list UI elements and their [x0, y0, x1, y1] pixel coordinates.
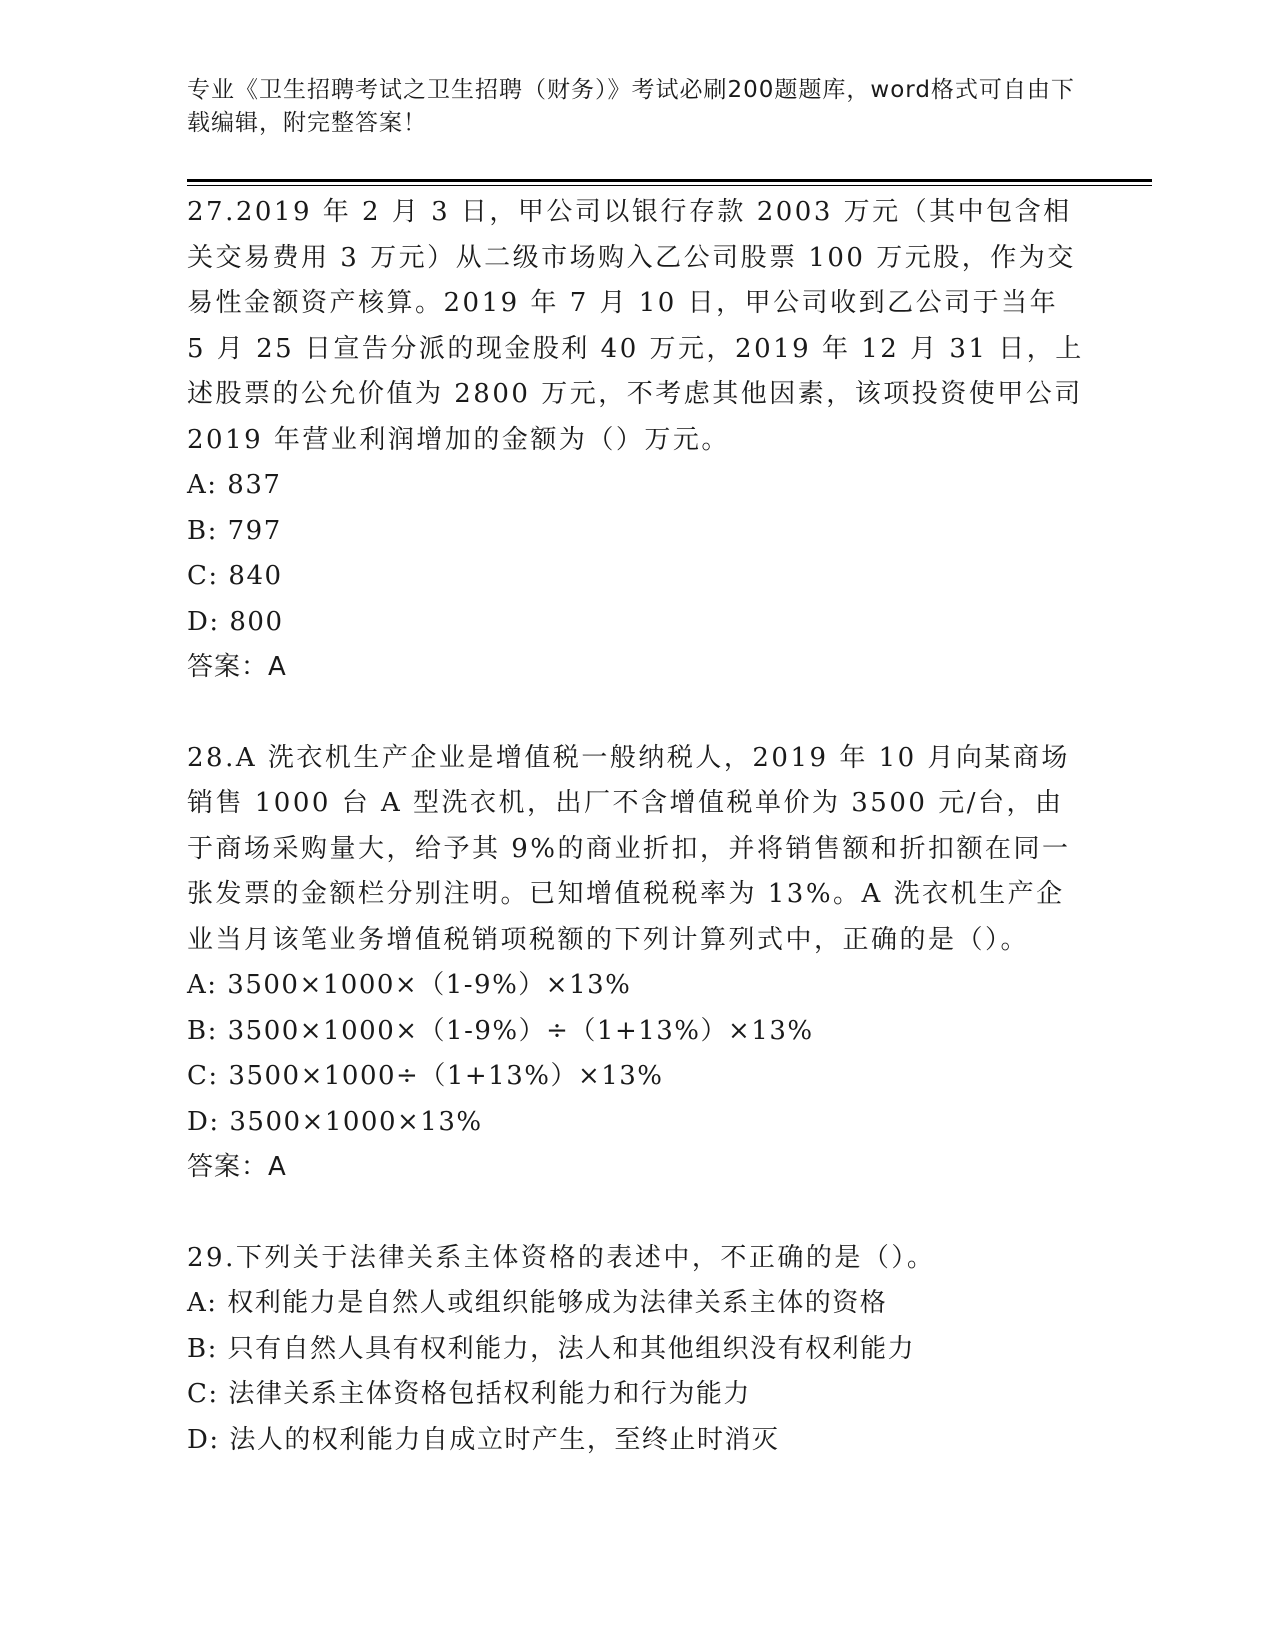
answer-line: 答案：A	[187, 1152, 287, 1182]
option-a: A: 837	[187, 470, 282, 500]
option-d: D: 法人的权利能力自成立时产生，至终止时消灭	[187, 1424, 780, 1455]
question-spacer	[187, 1191, 1087, 1236]
question-28	[187, 736, 1087, 1191]
question-29	[187, 1236, 1087, 1464]
question-stem: 29.下列关于法律关系主体资格的表述中，不正确的是（）。	[187, 1242, 936, 1273]
option-c: C: 3500×1000÷（1+13%）×13%	[187, 1061, 664, 1091]
question-27	[187, 190, 1087, 691]
option-c: C: 法律关系主体资格包括权利能力和行为能力	[187, 1379, 751, 1409]
option-a: A: 3500×1000×（1-9%）×13%	[187, 970, 632, 1000]
answer-line: 答案：A	[187, 652, 287, 682]
option-d: D: 3500×1000×13%	[187, 1106, 483, 1137]
question-list	[187, 190, 1087, 1463]
page-header: 专业《卫生招聘考试之卫生招聘（财务）》考试必刷200题题库，word格式可自由下载编辑，附完整答案！	[187, 77, 1075, 136]
option-b: B: 3500×1000×（1-9%）÷（1+13%）×13%	[187, 1015, 814, 1046]
question-stem: 28.A 洗衣机生产企业是增值税一般纳税人，2019 年 10 月向某商场销售 1000 台 A 型洗衣机，出厂不含增值税单价为 3500 元/台，由于商场采购量大，给予其 9%的商业折扣，并将销售额和折扣额在同一张发票的金额栏分别注明。已知增值税税率为 13%。A 洗衣机生产企业当月该笔业务增值税销项税额的下列计算列式中，正确的是（）。	[187, 742, 1071, 955]
option-b: B: 只有自然人具有权利能力，法人和其他组织没有权利能力	[187, 1333, 916, 1364]
option-c: C: 840	[187, 561, 283, 591]
option-d: D: 800	[187, 606, 284, 637]
option-a: A: 权利能力是自然人或组织能够成为法律关系主体的资格	[187, 1288, 888, 1318]
header-rule-thick	[187, 179, 1152, 182]
question-stem: 27.2019 年 2 月 3 日，甲公司以银行存款 2003 万元（其中包含相关交易费用 3 万元）从二级市场购入乙公司股票 100 万元股，作为交易性金额资产核算。2019 年 7 月 10 日，甲公司收到乙公司于当年 5 月 25 日宣告分派的现金股利 40 万元，2019 年 12 月 31 日，上述股票的公允价值为 2800 万元，不考虑其他因素，该项投资使甲公司 2019 年营业利润增加的金额为（）万元。	[187, 197, 1084, 455]
option-b: B: 797	[187, 515, 282, 546]
question-spacer	[187, 691, 1087, 736]
header-rule-thin	[187, 185, 1152, 186]
